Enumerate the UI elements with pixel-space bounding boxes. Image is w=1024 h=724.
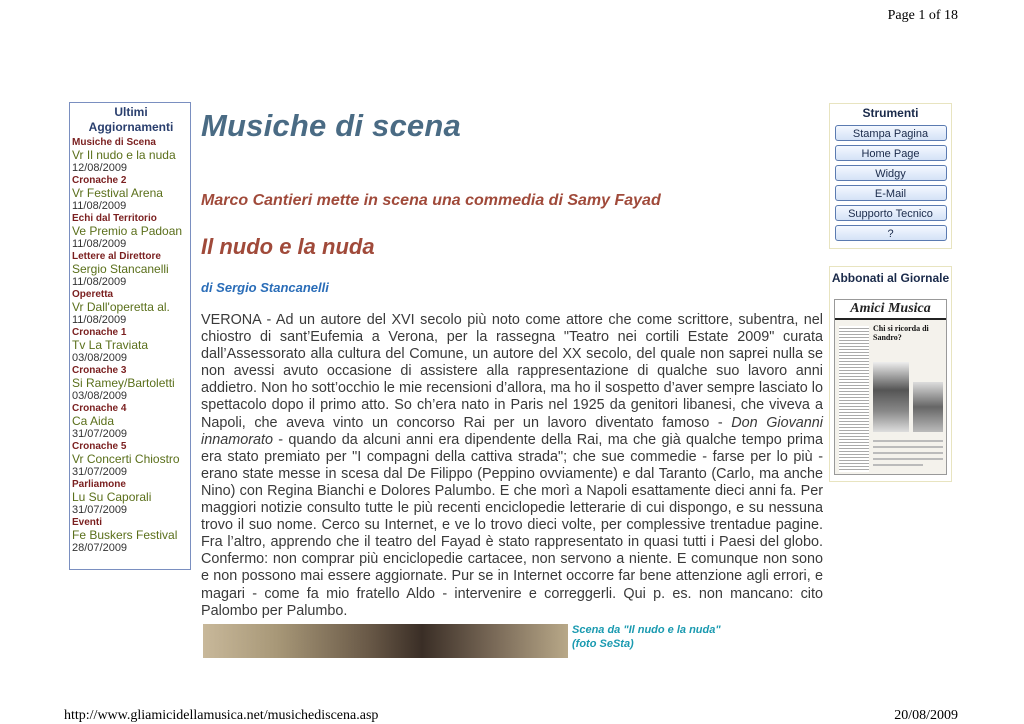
caption-line: Scena da "Il nudo e la nuda" xyxy=(572,624,721,636)
photo-caption xyxy=(572,623,721,651)
update-item xyxy=(72,441,190,479)
newspaper-text-line xyxy=(873,440,943,442)
footer-date: 20/08/2009 xyxy=(894,708,958,723)
article-title: Il nudo e la nuda xyxy=(201,234,375,259)
tools-title: Strumenti xyxy=(862,106,919,120)
update-date: 11/08/2009 xyxy=(72,238,127,250)
update-date: 11/08/2009 xyxy=(72,200,127,212)
update-link[interactable]: Ca Aida xyxy=(72,414,115,428)
caption-credit: (foto SeSta) xyxy=(572,638,634,650)
print-page-button[interactable]: Stampa Pagina xyxy=(835,125,947,141)
update-link[interactable]: Sergio Stancanelli xyxy=(72,262,169,276)
newspaper-headline: Chi si ricorda di Sandro? xyxy=(873,324,929,342)
update-link[interactable]: Ve Premio a Padoan xyxy=(72,224,183,238)
update-link[interactable]: Tv La Traviata xyxy=(72,338,149,352)
newspaper-text-line xyxy=(873,446,943,448)
update-category: Eventi xyxy=(72,517,103,528)
article-byline: di Sergio Stancanelli xyxy=(201,280,329,295)
body-text-italic: Don Giovanni innamorato xyxy=(201,414,823,448)
update-date: 11/08/2009 xyxy=(72,314,127,326)
update-category: Parliamone xyxy=(72,479,126,490)
update-date: 31/07/2009 xyxy=(72,428,128,440)
update-category: Cronache 5 xyxy=(72,441,127,452)
newspaper-column xyxy=(839,326,869,472)
update-category: Cronache 3 xyxy=(72,365,127,376)
update-link[interactable]: Lu Su Caporali xyxy=(72,490,152,504)
update-item xyxy=(72,175,190,213)
widgy-button[interactable]: Widgy xyxy=(835,165,947,181)
update-date: 11/08/2009 xyxy=(72,276,127,288)
update-item xyxy=(72,289,190,327)
update-link[interactable]: Vr Il nudo e la nuda xyxy=(72,148,176,162)
newspaper-text-line xyxy=(873,464,923,466)
article-subtitle: Marco Cantieri mette in scena una commedia di Samy Fayad xyxy=(201,192,661,209)
email-button[interactable]: E-Mail xyxy=(835,185,947,201)
body-text-part2: - quando da alcuni anni era dipendente della Rai, ma che già qualche tempo prima era stato premiato per "I compagni della cattiva strada"; che sue commedie - farse per lo più - erano state messe in scesa dal De Filippo (Peppino ovviamente) e dal Taranto (Carlo, ma anche Nino) con Regina Bianchi e Dolores Palumbo. E che morì a Napoli esattamente dieci anni fa. Per maggiori notizie consulto tutte le più recenti enciclopedie letterarie di cui dispongo, e su nessuna trovo il suo nome. Cerco su Internet, e ve lo trovo dieci volte, per complessive trentadue pagine. Fra l’altro, apprendo che il teatro del Fayad è stato rappresentato in quasi tutti i Paesi del globo. Confermo: non comprar più enciclopedie cartacee, non servono a niente. E comunque non sono e non possono mai essere aggiornate. Pur se in Internet occorre far bene attenzione agli errori, e magari - come fa mio fratello Aldo - intervenire e correggerli. Qui p. es. non mancano: cito Palombo per Palumbo. xyxy=(201,431,823,619)
update-category: Echi dal Territorio xyxy=(72,213,157,224)
update-item xyxy=(72,479,190,517)
update-date: 12/08/2009 xyxy=(72,162,128,174)
home-page-button[interactable]: Home Page xyxy=(835,145,947,161)
footer-url: http://www.gliamicidellamusica.net/musichediscena.asp xyxy=(64,708,379,723)
update-link[interactable]: Si Ramey/Bartoletti xyxy=(72,376,175,390)
update-category: Cronache 4 xyxy=(72,403,127,414)
latest-updates-sidebar xyxy=(69,102,191,570)
update-date: 28/07/2009 xyxy=(72,542,128,554)
update-category: Operetta xyxy=(72,289,114,300)
update-date: 03/08/2009 xyxy=(72,390,128,402)
newspaper-text-line xyxy=(873,452,943,454)
subscribe-title: Abbonati al Giornale xyxy=(831,271,950,285)
newspaper-text-line xyxy=(873,458,943,460)
update-item xyxy=(72,137,190,175)
newspaper-logo: Amici Musica xyxy=(835,300,946,320)
subscribe-panel xyxy=(829,266,952,482)
update-item xyxy=(72,213,190,251)
help-button[interactable]: ? xyxy=(835,225,947,241)
update-category: Lettere al Direttore xyxy=(72,251,161,262)
update-item xyxy=(72,365,190,403)
tools-panel xyxy=(829,103,952,249)
update-date: 31/07/2009 xyxy=(72,504,128,516)
newspaper-photo xyxy=(913,382,943,432)
article-body xyxy=(201,312,823,620)
newspaper-photo xyxy=(873,362,909,432)
update-link[interactable]: Vr Festival Arena xyxy=(72,186,163,200)
update-item xyxy=(72,517,190,555)
update-date: 03/08/2009 xyxy=(72,352,128,364)
update-link[interactable]: Vr Dall'operetta al. xyxy=(72,300,170,314)
update-item xyxy=(72,403,190,441)
newspaper-thumbnail[interactable] xyxy=(834,299,947,475)
scene-photo xyxy=(203,624,568,658)
article xyxy=(201,104,823,619)
tech-support-button[interactable]: Supporto Tecnico xyxy=(835,205,947,221)
sidebar-title: Ultimi Aggiornamenti xyxy=(88,105,174,134)
update-category: Cronache 2 xyxy=(72,175,127,186)
body-text-part1: VERONA - Ad un autore del XVI secolo più noto come attore che come scrittore, subentra, nel chiostro di sant’Eufemia a Verona, per la rassegna "Teatro nei cortili Estate 2009" curata dall’Assessorato alla cultura del Comune, un autore del XX secolo, del quale non saprei nulla se non avessi avuto occasione di assistere alla rappresentazione di qualche suo lavoro anni addietro. Non ho sott’occhio le mie recensioni d’allora, ma ho il sospetto d’aver sempre lasciato lo spettacolo dopo il primo atto. So ch’era nato in Paris nel 1925 da genitori libanesi, che viveva a Napoli, che aveva vinto un concorso Rai per un lavoro diventato famoso - xyxy=(201,312,823,431)
update-item xyxy=(72,327,190,365)
page-number: Page 1 of 18 xyxy=(887,8,958,23)
update-category: Musiche di Scena xyxy=(72,137,156,148)
update-item xyxy=(72,251,190,289)
update-link[interactable]: Fe Buskers Festival xyxy=(72,528,178,542)
update-category: Cronache 1 xyxy=(72,327,127,338)
update-date: 31/07/2009 xyxy=(72,466,128,478)
update-link[interactable]: Vr Concerti Chiostro xyxy=(72,452,180,466)
page-title: Musiche di scena xyxy=(201,108,461,143)
